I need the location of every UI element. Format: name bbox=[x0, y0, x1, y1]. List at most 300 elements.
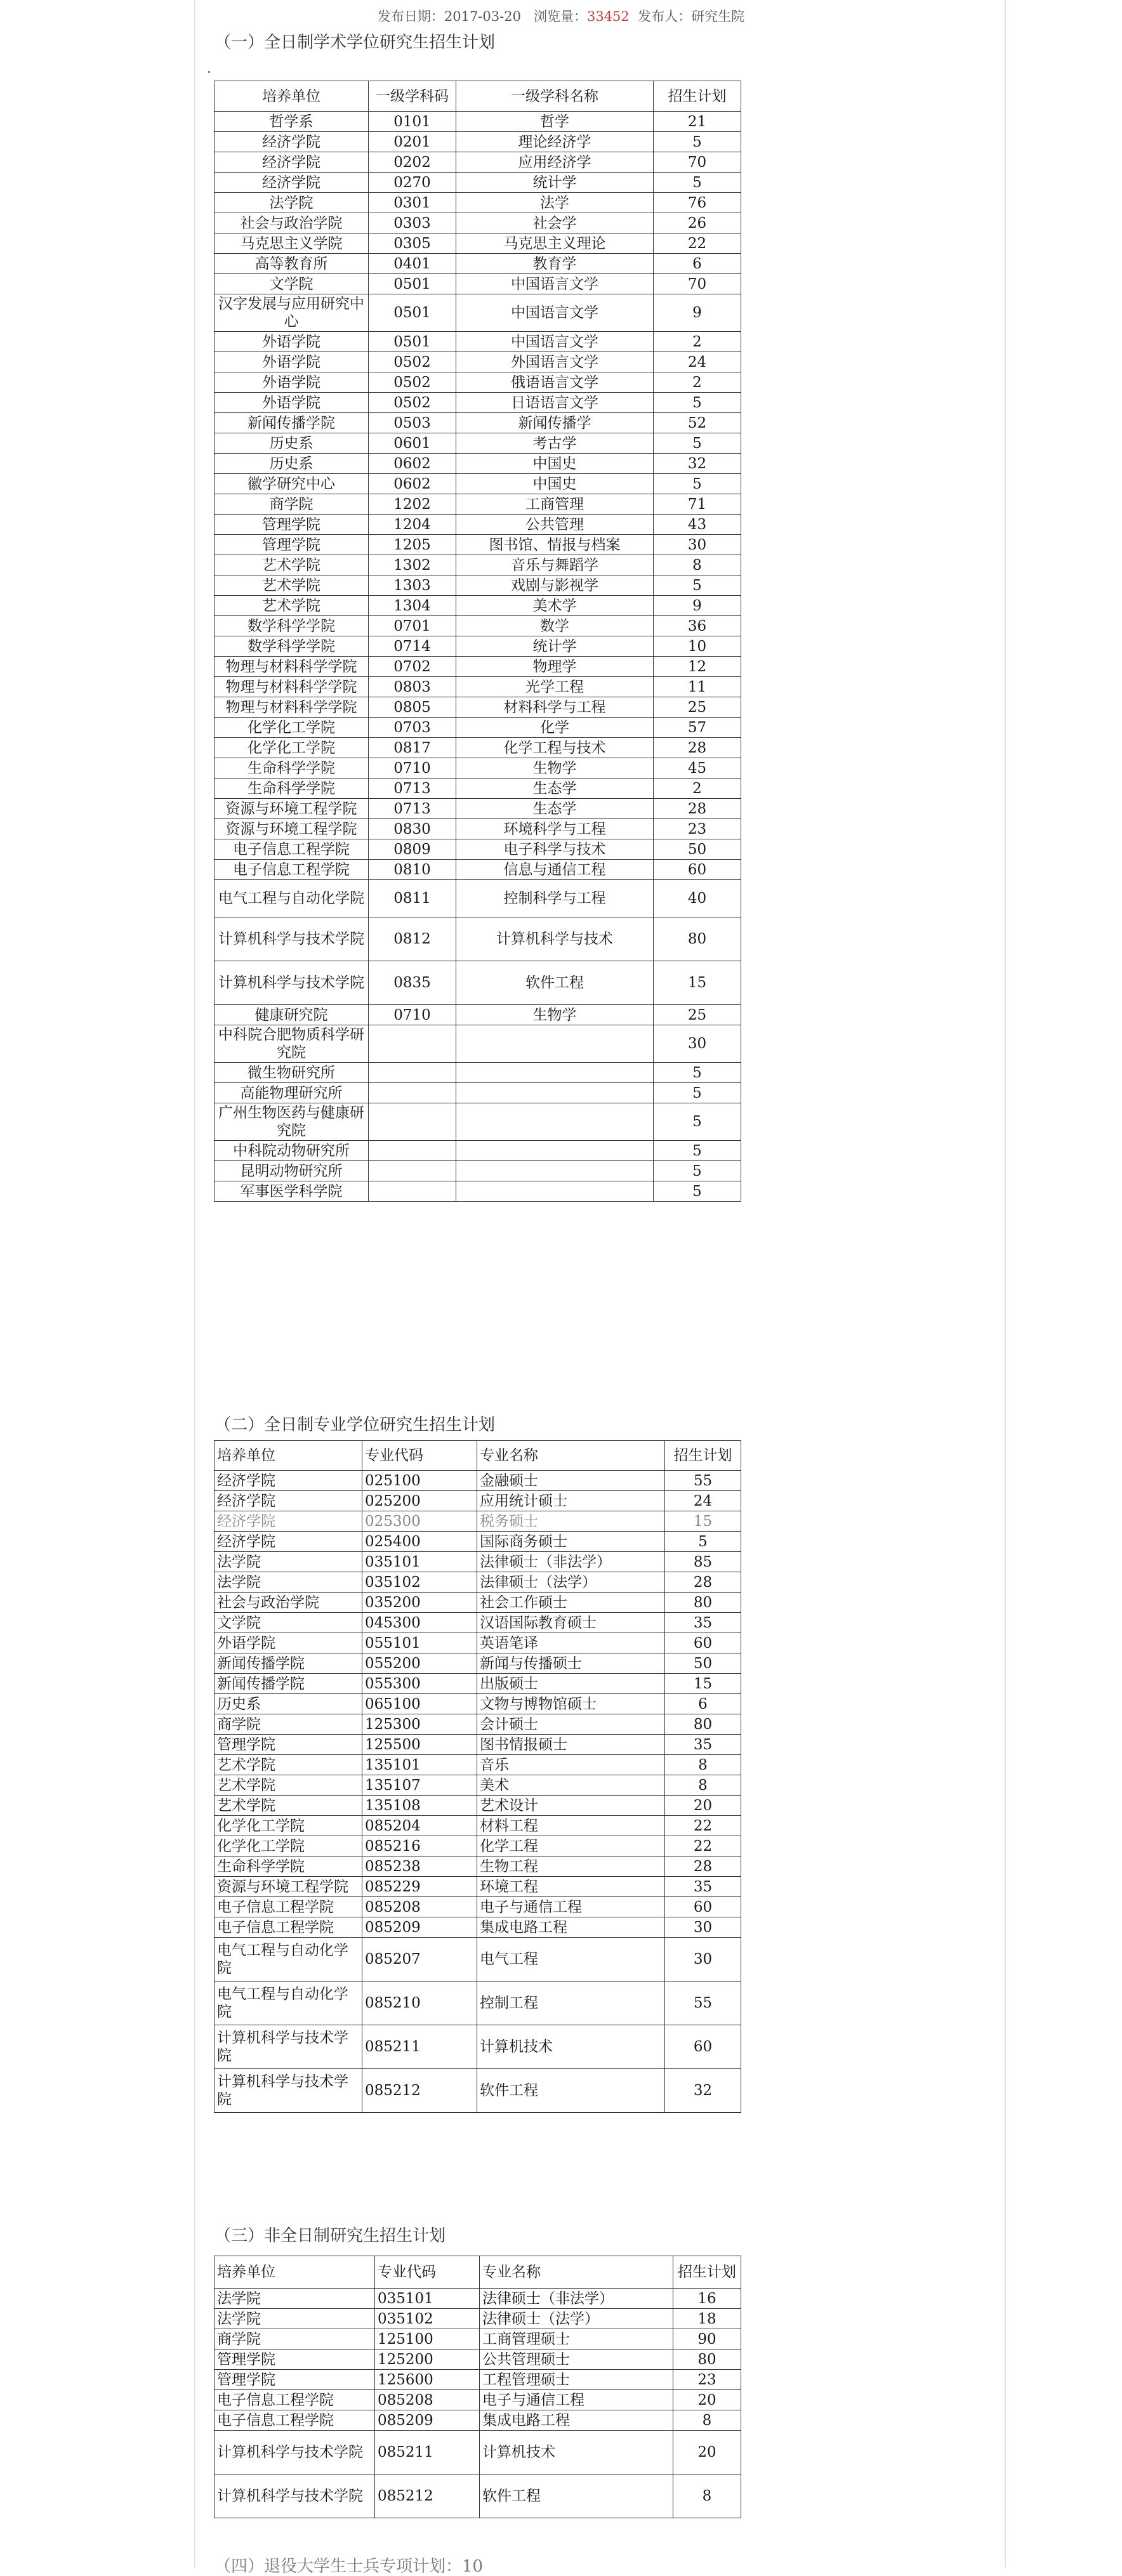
table-cell bbox=[456, 1083, 654, 1103]
table-cell: 40 bbox=[654, 880, 741, 917]
table-cell: 材料科学与工程 bbox=[456, 697, 654, 718]
table-row bbox=[214, 2370, 741, 2390]
table-cell: 软件工程 bbox=[477, 2069, 665, 2113]
table-row bbox=[214, 1141, 741, 1161]
table-cell: 22 bbox=[654, 233, 741, 254]
table-cell: 数学 bbox=[456, 616, 654, 636]
table-cell: 新闻传播学 bbox=[456, 413, 654, 433]
table-header-row bbox=[214, 81, 741, 112]
table-cell: 化学化工学院 bbox=[214, 1816, 362, 1836]
section3-title: （三）非全日制研究生招生计划 bbox=[214, 2226, 446, 2245]
table-cell: 5 bbox=[654, 1161, 741, 1181]
table-cell: 085211 bbox=[362, 2025, 477, 2069]
table-cell: 法律硕士（法学） bbox=[477, 1572, 665, 1593]
table-cell: 25 bbox=[654, 697, 741, 718]
table-cell: 外语学院 bbox=[214, 332, 369, 352]
table-cell: 法学院 bbox=[214, 193, 369, 213]
table-cell: 23 bbox=[654, 819, 741, 839]
table-cell: 0501 bbox=[369, 274, 456, 294]
table-cell: 0710 bbox=[369, 1005, 456, 1025]
decorative-dot bbox=[208, 71, 210, 73]
table-cell: 0101 bbox=[369, 112, 456, 132]
table-cell: 045300 bbox=[362, 1613, 477, 1633]
table-cell: 0805 bbox=[369, 697, 456, 718]
table-cell: 035102 bbox=[362, 1572, 477, 1593]
table-cell: 出版硕士 bbox=[477, 1674, 665, 1694]
table-cell: 外语学院 bbox=[214, 1633, 362, 1653]
table-cell: 085211 bbox=[375, 2431, 480, 2474]
table-row bbox=[214, 372, 741, 393]
table-cell: 外国语言文学 bbox=[456, 352, 654, 372]
table-cell: 76 bbox=[654, 193, 741, 213]
table-cell: 035200 bbox=[362, 1593, 477, 1613]
table-cell: 公共管理 bbox=[456, 515, 654, 535]
table-cell: 085238 bbox=[362, 1856, 477, 1877]
table-cell: 21 bbox=[654, 112, 741, 132]
table-cell: 中国史 bbox=[456, 454, 654, 474]
column-header: 培养单位 bbox=[214, 2256, 375, 2289]
table-cell: 60 bbox=[665, 2025, 741, 2069]
table-cell: 计算机科学与技术学院 bbox=[214, 2474, 375, 2518]
table-row bbox=[214, 799, 741, 819]
table-cell: 85 bbox=[665, 1552, 741, 1572]
table-cell: 35 bbox=[665, 1735, 741, 1755]
table-cell: 035101 bbox=[375, 2289, 480, 2309]
table-cell: 71 bbox=[654, 494, 741, 515]
table-cell: 0817 bbox=[369, 738, 456, 758]
academic-plan-table bbox=[214, 81, 741, 1202]
table-cell: 马克思主义学院 bbox=[214, 233, 369, 254]
table-row bbox=[214, 758, 741, 779]
table-row bbox=[214, 494, 741, 515]
table-cell: 135108 bbox=[362, 1796, 477, 1816]
table-row bbox=[214, 433, 741, 454]
table-cell bbox=[456, 1181, 654, 1202]
table-cell: 0713 bbox=[369, 799, 456, 819]
table-cell: 控制科学与工程 bbox=[456, 880, 654, 917]
column-header: 专业名称 bbox=[477, 1441, 665, 1471]
table-cell: 5 bbox=[654, 433, 741, 454]
table-cell: 5 bbox=[654, 1103, 741, 1141]
table-cell: 0502 bbox=[369, 352, 456, 372]
table-row bbox=[214, 2390, 741, 2410]
table-cell: 昆明动物研究所 bbox=[214, 1161, 369, 1181]
table-cell bbox=[369, 1181, 456, 1202]
table-cell: 23 bbox=[673, 2370, 741, 2390]
table-cell: 80 bbox=[665, 1593, 741, 1613]
table-cell: 0809 bbox=[369, 839, 456, 860]
table-row bbox=[214, 193, 741, 213]
table-row bbox=[214, 1005, 741, 1025]
table-cell: 高能物理研究所 bbox=[214, 1083, 369, 1103]
table-cell: 0502 bbox=[369, 393, 456, 413]
table-cell: 应用经济学 bbox=[456, 152, 654, 173]
column-header: 招生计划 bbox=[665, 1441, 741, 1471]
table-cell: 电气工程与自动化学院 bbox=[214, 1938, 362, 1981]
table-row bbox=[214, 1877, 741, 1897]
table-cell: 数学科学学院 bbox=[214, 636, 369, 657]
table-cell: 电子科学与技术 bbox=[456, 839, 654, 860]
table-cell: 社会学 bbox=[456, 213, 654, 233]
table-cell: 中国史 bbox=[456, 474, 654, 494]
table-cell: 化学化工学院 bbox=[214, 718, 369, 738]
table-cell: 0502 bbox=[369, 372, 456, 393]
table-cell: 商学院 bbox=[214, 494, 369, 515]
table-cell: 统计学 bbox=[456, 636, 654, 657]
table-cell: 经济学院 bbox=[214, 152, 369, 173]
table-cell: 025100 bbox=[362, 1471, 477, 1491]
table-row bbox=[214, 332, 741, 352]
table-cell: 生物学 bbox=[456, 1005, 654, 1025]
table-cell: 图书情报硕士 bbox=[477, 1735, 665, 1755]
table-row bbox=[214, 1491, 741, 1511]
table-cell: 艺术学院 bbox=[214, 596, 369, 616]
table-cell: 025300 bbox=[362, 1511, 477, 1532]
table-cell: 计算机科学与技术学院 bbox=[214, 2431, 375, 2474]
table-cell: 15 bbox=[665, 1511, 741, 1532]
table-cell: 计算机科学与技术学院 bbox=[214, 2025, 362, 2069]
table-row bbox=[214, 616, 741, 636]
table-row bbox=[214, 779, 741, 799]
section4-title: （四）退役大学生士兵专项计划：10 bbox=[214, 2557, 484, 2576]
table-cell: 法律硕士（非法学） bbox=[480, 2289, 673, 2309]
table-cell: 税务硕士 bbox=[477, 1511, 665, 1532]
table-row bbox=[214, 575, 741, 596]
table-cell: 计算机科学与技术 bbox=[456, 917, 654, 961]
table-cell: 公共管理硕士 bbox=[480, 2349, 673, 2370]
table-cell: 计算机技术 bbox=[477, 2025, 665, 2069]
table-cell: 经济学院 bbox=[214, 1491, 362, 1511]
table-cell: 统计学 bbox=[456, 173, 654, 193]
table-cell: 2 bbox=[654, 332, 741, 352]
table-cell: 资源与环境工程学院 bbox=[214, 819, 369, 839]
table-row bbox=[214, 274, 741, 294]
table-cell: 俄语语言文学 bbox=[456, 372, 654, 393]
table-row bbox=[214, 839, 741, 860]
table-cell: 生命科学学院 bbox=[214, 779, 369, 799]
table-header-row bbox=[214, 2256, 741, 2289]
table-cell: 电气工程与自动化学院 bbox=[214, 880, 369, 917]
table-cell: 0201 bbox=[369, 132, 456, 152]
section2-title: （二）全日制专业学位研究生招生计划 bbox=[214, 1416, 496, 1435]
table-cell: 计算机科学与技术学院 bbox=[214, 917, 369, 961]
table-cell: 1205 bbox=[369, 535, 456, 555]
table-row bbox=[214, 1103, 741, 1141]
views-label: 浏览量： bbox=[533, 9, 587, 24]
table-cell bbox=[369, 1141, 456, 1161]
table-cell: 0811 bbox=[369, 880, 456, 917]
table-cell: 035101 bbox=[362, 1552, 477, 1572]
table-cell: 商学院 bbox=[214, 1714, 362, 1735]
table-cell: 055101 bbox=[362, 1633, 477, 1653]
table-cell bbox=[456, 1025, 654, 1063]
table-cell: 材料工程 bbox=[477, 1816, 665, 1836]
table-cell: 55 bbox=[665, 1471, 741, 1491]
table-row bbox=[214, 1796, 741, 1816]
table-cell: 中科院动物研究所 bbox=[214, 1141, 369, 1161]
table-cell: 70 bbox=[654, 274, 741, 294]
table-cell: 法学院 bbox=[214, 2289, 375, 2309]
table-row bbox=[214, 2025, 741, 2069]
table-cell: 社会与政治学院 bbox=[214, 1593, 362, 1613]
table-row bbox=[214, 880, 741, 917]
table-cell: 生命科学学院 bbox=[214, 758, 369, 779]
table-row bbox=[214, 173, 741, 193]
part-time-plan-table bbox=[214, 2256, 741, 2518]
table-cell: 中科院合肥物质科学研究院 bbox=[214, 1025, 369, 1063]
table-cell: 高等教育所 bbox=[214, 254, 369, 274]
table-cell: 57 bbox=[654, 718, 741, 738]
table-cell: 图书馆、情报与档案 bbox=[456, 535, 654, 555]
section1-title: （一）全日制学术学位研究生招生计划 bbox=[214, 33, 496, 52]
table-cell: 新闻与传播硕士 bbox=[477, 1653, 665, 1674]
table-cell: 085229 bbox=[362, 1877, 477, 1897]
table-cell: 管理学院 bbox=[214, 515, 369, 535]
table-cell: 经济学院 bbox=[214, 1511, 362, 1532]
table-cell: 0301 bbox=[369, 193, 456, 213]
table-cell: 6 bbox=[654, 254, 741, 274]
table-row bbox=[214, 152, 741, 173]
table-cell: 0702 bbox=[369, 657, 456, 677]
table-cell: 5 bbox=[654, 173, 741, 193]
table-row bbox=[214, 393, 741, 413]
table-cell: 软件工程 bbox=[456, 961, 654, 1005]
table-cell: 软件工程 bbox=[480, 2474, 673, 2518]
table-cell: 生命科学学院 bbox=[214, 1856, 362, 1877]
table-cell: 国际商务硕士 bbox=[477, 1532, 665, 1552]
table-cell: 70 bbox=[654, 152, 741, 173]
table-cell: 80 bbox=[673, 2349, 741, 2370]
table-cell: 0501 bbox=[369, 294, 456, 332]
table-cell: 5 bbox=[654, 1063, 741, 1083]
table-cell: 新闻传播学院 bbox=[214, 1653, 362, 1674]
table-cell: 资源与环境工程学院 bbox=[214, 799, 369, 819]
table-row bbox=[214, 1735, 741, 1755]
table-cell: 125300 bbox=[362, 1714, 477, 1735]
table-cell: 商学院 bbox=[214, 2329, 375, 2349]
table-cell: 外语学院 bbox=[214, 352, 369, 372]
table-row bbox=[214, 1471, 741, 1491]
table-cell: 电气工程与自动化学院 bbox=[214, 1981, 362, 2025]
table-cell: 60 bbox=[665, 1633, 741, 1653]
table-cell: 外语学院 bbox=[214, 372, 369, 393]
table-cell: 135107 bbox=[362, 1775, 477, 1796]
table-cell: 工商管理硕士 bbox=[480, 2329, 673, 2349]
table-cell: 中国语言文学 bbox=[456, 294, 654, 332]
table-cell: 生物学 bbox=[456, 758, 654, 779]
table-cell: 电子信息工程学院 bbox=[214, 2390, 375, 2410]
table-cell: 135101 bbox=[362, 1755, 477, 1775]
table-cell: 8 bbox=[665, 1755, 741, 1775]
table-cell: 生态学 bbox=[456, 779, 654, 799]
table-cell: 哲学系 bbox=[214, 112, 369, 132]
table-row bbox=[214, 474, 741, 494]
table-cell: 法学院 bbox=[214, 1572, 362, 1593]
table-cell: 2 bbox=[654, 372, 741, 393]
table-cell bbox=[456, 1161, 654, 1181]
table-cell: 汉字发展与应用研究中心 bbox=[214, 294, 369, 332]
table-cell: 艺术学院 bbox=[214, 1755, 362, 1775]
table-cell: 5 bbox=[654, 1181, 741, 1202]
table-row bbox=[214, 677, 741, 697]
table-cell: 5 bbox=[654, 393, 741, 413]
table-row bbox=[214, 413, 741, 433]
table-cell: 43 bbox=[654, 515, 741, 535]
table-cell: 12 bbox=[654, 657, 741, 677]
table-cell bbox=[456, 1103, 654, 1141]
table-row bbox=[214, 636, 741, 657]
table-cell: 24 bbox=[665, 1491, 741, 1511]
table-cell: 28 bbox=[654, 738, 741, 758]
publisher-label: 发布人： bbox=[638, 9, 692, 24]
table-row bbox=[214, 738, 741, 758]
table-cell: 法学院 bbox=[214, 2309, 375, 2329]
table-cell: 55 bbox=[665, 1981, 741, 2025]
table-cell: 环境工程 bbox=[477, 1877, 665, 1897]
table-cell: 0202 bbox=[369, 152, 456, 173]
table-cell: 电子与通信工程 bbox=[480, 2390, 673, 2410]
table-row bbox=[214, 233, 741, 254]
table-header-row bbox=[214, 1441, 741, 1471]
table-cell: 生物工程 bbox=[477, 1856, 665, 1877]
table-row bbox=[214, 254, 741, 274]
table-cell: 20 bbox=[673, 2431, 741, 2474]
table-cell: 0703 bbox=[369, 718, 456, 738]
table-cell: 理论经济学 bbox=[456, 132, 654, 152]
table-row bbox=[214, 1633, 741, 1653]
table-row bbox=[214, 1083, 741, 1103]
column-header: 培养单位 bbox=[214, 1441, 362, 1471]
table-cell: 0270 bbox=[369, 173, 456, 193]
table-cell bbox=[369, 1103, 456, 1141]
column-header: 招生计划 bbox=[673, 2256, 741, 2289]
publish-date: 2017-03-20 bbox=[444, 9, 521, 24]
table-cell: 0501 bbox=[369, 332, 456, 352]
table-cell: 化学工程与技术 bbox=[456, 738, 654, 758]
table-cell: 25 bbox=[654, 1005, 741, 1025]
table-row bbox=[214, 1836, 741, 1856]
table-cell: 5 bbox=[654, 474, 741, 494]
table-cell: 085210 bbox=[362, 1981, 477, 2025]
date-label: 发布日期： bbox=[377, 9, 444, 24]
table-cell bbox=[369, 1083, 456, 1103]
column-header: 专业名称 bbox=[480, 2256, 673, 2289]
table-row bbox=[214, 1775, 741, 1796]
table-cell: 社会与政治学院 bbox=[214, 213, 369, 233]
table-cell: 5 bbox=[654, 575, 741, 596]
table-cell: 20 bbox=[665, 1796, 741, 1816]
table-cell: 日语语言文学 bbox=[456, 393, 654, 413]
table-row bbox=[214, 697, 741, 718]
table-cell: 26 bbox=[654, 213, 741, 233]
table-row bbox=[214, 515, 741, 535]
table-cell: 应用统计硕士 bbox=[477, 1491, 665, 1511]
table-row bbox=[214, 1593, 741, 1613]
table-cell: 5 bbox=[654, 1083, 741, 1103]
table-row bbox=[214, 294, 741, 332]
table-cell: 控制工程 bbox=[477, 1981, 665, 2025]
table-cell: 艺术学院 bbox=[214, 575, 369, 596]
table-cell: 1302 bbox=[369, 555, 456, 575]
table-cell: 经济学院 bbox=[214, 1471, 362, 1491]
table-cell: 35 bbox=[665, 1877, 741, 1897]
table-cell: 35 bbox=[665, 1613, 741, 1633]
table-row bbox=[214, 2309, 741, 2329]
table-cell: 28 bbox=[665, 1572, 741, 1593]
table-cell bbox=[456, 1141, 654, 1161]
table-row bbox=[214, 718, 741, 738]
table-cell: 历史系 bbox=[214, 433, 369, 454]
table-cell: 中国语言文学 bbox=[456, 332, 654, 352]
table-cell: 085204 bbox=[362, 1816, 477, 1836]
table-cell: 生态学 bbox=[456, 799, 654, 819]
table-cell: 15 bbox=[654, 961, 741, 1005]
table-cell: 马克思主义理论 bbox=[456, 233, 654, 254]
table-cell: 新闻传播学院 bbox=[214, 1674, 362, 1694]
table-cell: 0835 bbox=[369, 961, 456, 1005]
table-cell: 0303 bbox=[369, 213, 456, 233]
table-cell: 英语笔译 bbox=[477, 1633, 665, 1653]
column-header: 一级学科名称 bbox=[456, 81, 654, 112]
table-cell: 电气工程 bbox=[477, 1938, 665, 1981]
table-row bbox=[214, 1511, 741, 1532]
table-row bbox=[214, 2289, 741, 2309]
table-cell: 新闻传播学院 bbox=[214, 413, 369, 433]
table-cell: 0710 bbox=[369, 758, 456, 779]
table-row bbox=[214, 657, 741, 677]
table-cell: 军事医学科学院 bbox=[214, 1181, 369, 1202]
table-cell bbox=[369, 1063, 456, 1083]
table-row bbox=[214, 535, 741, 555]
table-cell: 085207 bbox=[362, 1938, 477, 1981]
table-cell: 金融硕士 bbox=[477, 1471, 665, 1491]
table-cell: 化学 bbox=[456, 718, 654, 738]
table-cell: 085208 bbox=[362, 1897, 477, 1917]
table-cell: 汉语国际教育硕士 bbox=[477, 1613, 665, 1633]
table-cell: 电子信息工程学院 bbox=[214, 1917, 362, 1938]
table-cell: 物理与材料科学学院 bbox=[214, 657, 369, 677]
publisher: 研究生院 bbox=[691, 9, 745, 24]
table-cell: 徽学研究中心 bbox=[214, 474, 369, 494]
table-cell: 0713 bbox=[369, 779, 456, 799]
table-cell: 0602 bbox=[369, 474, 456, 494]
table-cell: 035102 bbox=[375, 2309, 480, 2329]
table-row bbox=[214, 1694, 741, 1714]
table-cell: 6 bbox=[665, 1694, 741, 1714]
table-cell: 8 bbox=[673, 2410, 741, 2431]
table-cell: 计算机科学与技术学院 bbox=[214, 2069, 362, 2113]
table-cell: 物理与材料科学学院 bbox=[214, 697, 369, 718]
table-cell: 美术 bbox=[477, 1775, 665, 1796]
column-header: 培养单位 bbox=[214, 81, 369, 112]
table-row bbox=[214, 819, 741, 839]
table-cell: 125600 bbox=[375, 2370, 480, 2390]
table-row bbox=[214, 1613, 741, 1633]
table-cell: 32 bbox=[665, 2069, 741, 2113]
table-row bbox=[214, 1572, 741, 1593]
table-cell: 环境科学与工程 bbox=[456, 819, 654, 839]
table-cell: 30 bbox=[665, 1938, 741, 1981]
table-cell: 1303 bbox=[369, 575, 456, 596]
table-cell: 1202 bbox=[369, 494, 456, 515]
table-cell: 法学院 bbox=[214, 1552, 362, 1572]
table-cell: 计算机技术 bbox=[480, 2431, 673, 2474]
table-cell: 085212 bbox=[362, 2069, 477, 2113]
table-cell: 80 bbox=[654, 917, 741, 961]
table-cell: 025400 bbox=[362, 1532, 477, 1552]
table-cell: 085209 bbox=[375, 2410, 480, 2431]
table-cell: 文学院 bbox=[214, 274, 369, 294]
